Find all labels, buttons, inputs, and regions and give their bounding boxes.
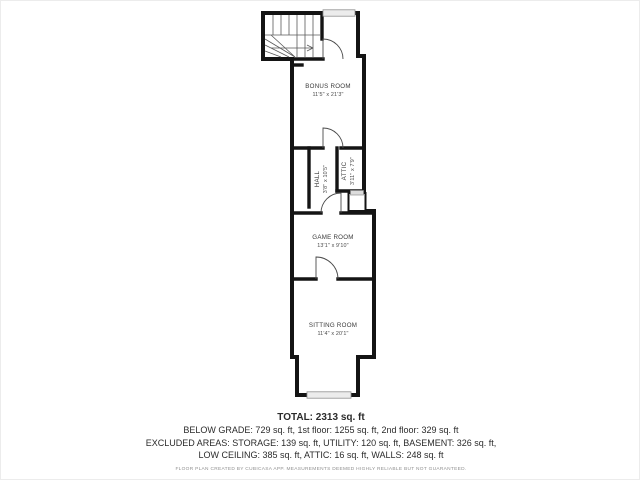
summary-below-grade: BELOW GRADE: 729 sq. ft, 1st floor: 1255 sq. ft, 2nd floor: 329 sq. ft bbox=[183, 425, 459, 435]
room-label-attic-name: ATTIC bbox=[341, 161, 348, 181]
floor-plan bbox=[1, 1, 640, 480]
disclaimer-text: FLOOR PLAN CREATED BY CUBICASA APP. MEASUREMENTS DEEMED HIGHLY RELIABLE BUT NOT GUARANTEED. bbox=[175, 466, 467, 472]
summary-excluded-areas-2: LOW CEILING: 385 sq. ft, ATTIC: 16 sq. ft, WALLS: 248 sq. ft bbox=[198, 450, 444, 460]
room-label-attic-dims: 3'11" x 7'9" bbox=[350, 157, 356, 185]
room-label-game-dims: 13'1" x 9'10" bbox=[317, 243, 349, 249]
summary-total: TOTAL: 2313 sq. ft bbox=[277, 412, 365, 423]
room-label-sitting-dims: 11'4" x 20'1" bbox=[317, 331, 349, 337]
room-label-hall-name: HALL bbox=[314, 170, 321, 188]
room-label-bonus-name: BONUS ROOM bbox=[305, 83, 351, 90]
door-arc-hall bbox=[321, 193, 341, 213]
room-label-sitting-name: SITTING ROOM bbox=[308, 322, 358, 329]
door-arc-game-room bbox=[316, 257, 338, 279]
stair-direction-arrow bbox=[271, 45, 313, 51]
room-label-hall-dims: 3'8" x 10'5" bbox=[323, 164, 329, 194]
staircase bbox=[265, 15, 321, 57]
summary-excluded-areas-1: EXCLUDED AREAS: STORAGE: 139 sq. ft, UTILITY: 120 sq. ft, BASEMENT: 326 sq. ft, bbox=[145, 437, 497, 448]
attic-hatch bbox=[349, 191, 366, 212]
room-label-game-name: GAME ROOM bbox=[312, 234, 354, 241]
window-bottom bbox=[307, 392, 351, 398]
window-top bbox=[323, 10, 355, 16]
area-summary bbox=[1, 411, 640, 472]
door-arc-bonus-room bbox=[323, 128, 343, 148]
room-label-bonus-dims: 11'5" x 21'3" bbox=[312, 92, 344, 98]
door-arc-stair-landing bbox=[323, 39, 343, 59]
